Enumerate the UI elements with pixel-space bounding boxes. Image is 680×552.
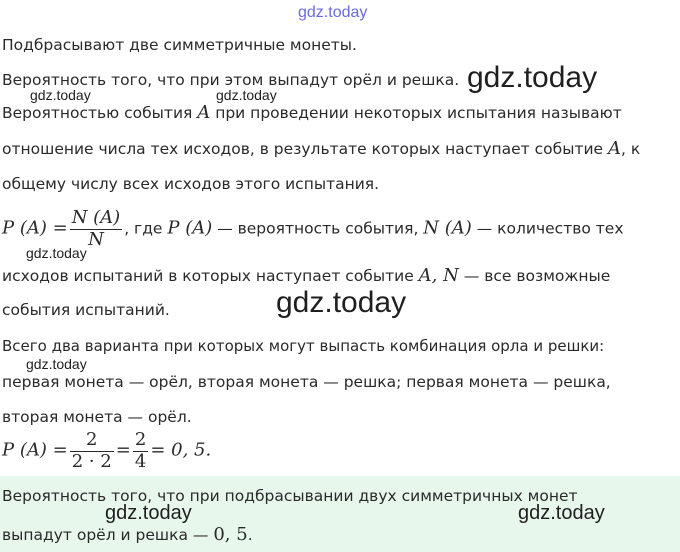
formula-lhs: P (A) = [2,217,68,239]
text: , к [621,140,641,158]
event-symbol: A [197,102,211,123]
definition-line: общему числу всех исходов этого испытания. [2,175,380,193]
text: , где [124,219,168,238]
problem-question: Вероятность того, что при этом выпадут орёл и решка. [2,71,460,89]
calculation-line [2,430,211,472]
text: выпадут орёл и решка — [2,526,214,544]
fraction-denominator: N [88,228,104,250]
text: Вероятностью события [2,104,198,122]
formula-fraction [133,430,148,472]
equals-sign: = [115,439,131,461]
definition-line [2,138,640,160]
fraction-denominator: 4 [134,450,147,472]
text: — вероятность события, [212,219,424,238]
probability-formula-line [2,208,624,250]
definition-line: события испытаний. [2,301,170,319]
formula-symbol: P (A) [167,217,213,239]
solution-line: вторая монета — орёл. [2,408,192,426]
watermark-small: gdz.today [26,356,87,372]
formula-symbol: N (A) [423,217,472,239]
watermark-small: gdz.today [30,87,91,103]
text: — все возможные [458,267,611,285]
watermark-top: gdz.today [298,4,368,21]
fraction-numerator: 2 [70,430,114,452]
event-symbol: A [608,138,622,159]
fraction-denominator: 2 · 2 [71,450,112,472]
formula-result: = 0, 5. [150,439,212,461]
watermark-large: gdz.today [276,286,407,319]
answer-line: Вероятность того, что при подбрасывании двух симметричных монет [2,487,578,505]
watermark-small: gdz.today [26,245,87,261]
text: — количество тех [471,219,624,238]
formula-symbol: A, N [418,265,459,286]
watermark-small: gdz.today [105,502,192,524]
formula-lhs: P (A) = [2,439,68,461]
definition-line [2,265,610,287]
watermark-small: gdz.today [518,502,605,524]
solution-line: Всего два варианта при которых могут выпасть комбинация орла и решки: [2,337,605,355]
fraction-numerator: N (A) [71,207,121,228]
text: . [247,526,253,544]
problem-statement: Подбрасывают две симметричные монеты. [2,36,357,54]
text: исходов испытаний в которых наступает событие [2,267,419,285]
text: отношение числа тех исходов, в результате которых наступает событие [2,140,609,158]
definition-line [2,102,622,124]
answer-line [2,524,253,546]
watermark-large: gdz.today [467,61,598,94]
text: при проведении некоторых испытания называют [210,104,622,122]
fraction-numerator: 2 [134,429,147,450]
solution-line: первая монета — орёл, вторая монета — решка; первая монета — решка, [2,373,611,391]
answer-value: 0, 5 [213,524,248,545]
formula-fraction [70,430,114,472]
watermark-small: gdz.today [216,87,277,103]
